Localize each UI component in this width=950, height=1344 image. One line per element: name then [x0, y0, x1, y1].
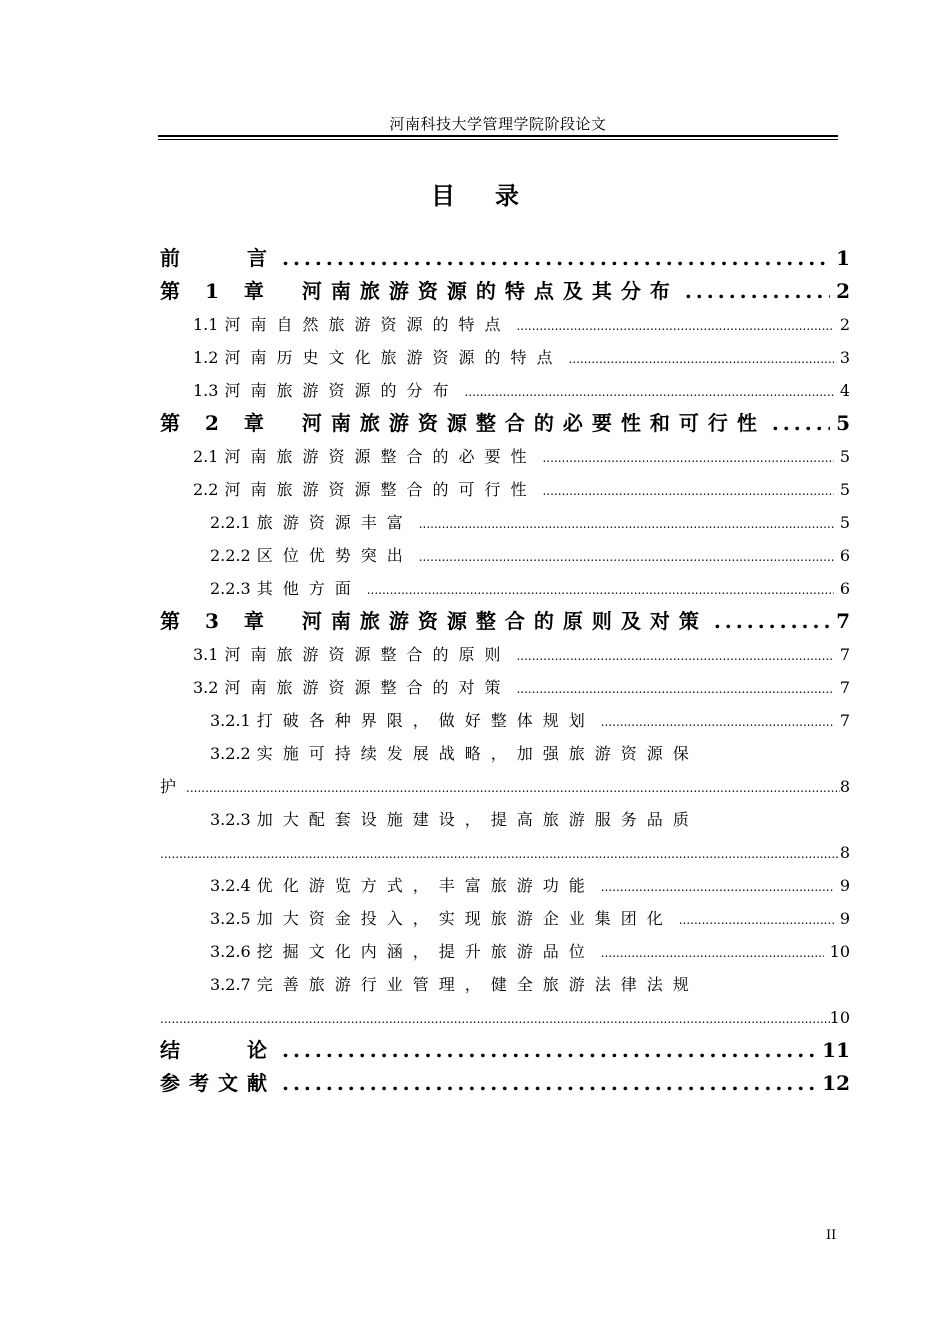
toc-page-number: 10	[829, 942, 850, 961]
toc-page-number: 12	[822, 1071, 850, 1095]
toc-entry-3-2-6[interactable]	[160, 935, 850, 968]
toc-entry-2-1[interactable]	[160, 440, 850, 473]
section-number: 3.2.2	[210, 744, 251, 763]
toc-page-number: 7	[836, 609, 850, 633]
section-number: 2.2.2	[210, 546, 251, 565]
dot-leader	[282, 1067, 816, 1100]
toc-entry-label: 第 3 章 河南旅游资源整合的原则及对策	[160, 609, 708, 633]
toc-entry-chapter-3[interactable]	[160, 605, 850, 638]
dot-leader	[601, 871, 834, 904]
dot-leader	[160, 838, 840, 871]
section-title: 河南旅游资源的分布	[224, 381, 459, 400]
toc-page-number: 2	[839, 315, 850, 334]
section-number: 1.3	[193, 381, 219, 400]
toc-page-number: 9	[839, 909, 850, 928]
toc-entry-3-2[interactable]	[160, 671, 850, 704]
toc-page-number: 11	[822, 1038, 850, 1062]
toc-title	[0, 176, 950, 211]
running-header: 河南科技大学管理学院阶段论文	[389, 115, 607, 133]
toc-entry-3-2-7-continuation[interactable]	[160, 1001, 850, 1034]
section-number: 3.2.6	[210, 942, 251, 961]
toc-entry-3-2-2-continuation[interactable]	[160, 770, 850, 803]
toc-page-number: 10	[829, 1008, 850, 1027]
toc-page-number: 2	[836, 279, 850, 303]
toc-entry-foreword[interactable]	[160, 242, 850, 275]
section-title: 河南旅游资源整合的原则	[224, 645, 511, 664]
toc-entry-2-2-3[interactable]	[160, 572, 850, 605]
section-number: 1.1	[193, 315, 219, 334]
toc-entry-3-2-3[interactable]	[160, 803, 850, 836]
toc-entry-1-2[interactable]	[160, 341, 850, 374]
toc-page-number: 1	[836, 246, 850, 270]
toc-page-number: 5	[839, 513, 850, 532]
section-number: 3.2.1	[210, 711, 251, 730]
dot-leader	[568, 343, 833, 376]
toc-page-number: 7	[839, 678, 850, 697]
dot-leader	[542, 475, 833, 508]
dot-leader	[601, 937, 824, 970]
toc-entry-2-2-1[interactable]	[160, 506, 850, 539]
toc-entry-chapter-2[interactable]	[160, 407, 850, 440]
dot-leader	[772, 407, 830, 440]
toc-page-number: 9	[839, 876, 850, 895]
dot-leader	[516, 640, 833, 673]
dot-leader	[714, 605, 830, 638]
dot-leader	[464, 376, 833, 409]
toc-page-number: 3	[839, 348, 850, 367]
toc-entry-1-3[interactable]	[160, 374, 850, 407]
dot-leader	[419, 508, 834, 541]
dot-leader	[160, 1003, 830, 1036]
section-number: 1.2	[193, 348, 219, 367]
section-title: 区位优势突出	[256, 546, 413, 565]
dot-leader	[516, 673, 833, 706]
section-number: 2.1	[193, 447, 219, 466]
section-number: 2.2	[193, 480, 219, 499]
section-title-continuation: 护	[160, 777, 187, 796]
toc-entry-label: 第 2 章 河南旅游资源整合的必要性和可行性	[160, 411, 766, 435]
section-title: 加大配套设施建设，提高旅游服务品质	[256, 810, 699, 829]
section-title: 旅游资源丰富	[256, 513, 413, 532]
section-title: 河南旅游资源整合的可行性	[224, 480, 537, 499]
section-number: 2.2.1	[210, 513, 251, 532]
toc-title-char-1: 目	[431, 181, 455, 210]
dot-leader	[542, 442, 833, 475]
section-number: 3.2	[193, 678, 219, 697]
header-rule-thin	[158, 139, 838, 140]
section-title: 河南旅游资源整合的必要性	[224, 447, 537, 466]
toc-entry-3-2-3-continuation[interactable]	[160, 836, 850, 869]
toc-page-number: 7	[839, 645, 850, 664]
dot-leader	[516, 310, 833, 343]
section-number: 3.2.7	[210, 975, 251, 994]
table-of-contents	[160, 242, 850, 1100]
dot-leader	[186, 772, 840, 805]
section-number: 3.2.4	[210, 876, 251, 895]
dot-leader	[367, 574, 834, 607]
dot-leader	[679, 904, 834, 937]
toc-page-number: 4	[839, 381, 850, 400]
section-title: 挖掘文化内涵，提升旅游品位	[256, 942, 595, 961]
header-rule-thick	[158, 135, 838, 137]
toc-entry-1-1[interactable]	[160, 308, 850, 341]
toc-entry-references[interactable]	[160, 1067, 850, 1100]
section-title: 河南自然旅游资源的特点	[224, 315, 511, 334]
section-title: 其他方面	[256, 579, 361, 598]
toc-title-char-2: 录	[495, 181, 519, 210]
section-number: 3.2.3	[210, 810, 251, 829]
toc-page-number: 5	[836, 411, 850, 435]
toc-entry-label: 第 1 章 河南旅游资源的特点及其分布	[160, 279, 679, 303]
toc-entry-label: 前 言	[160, 246, 276, 270]
dot-leader	[601, 706, 834, 739]
dot-leader	[419, 541, 834, 574]
toc-entry-label: 结 论	[160, 1038, 276, 1062]
section-title: 河南旅游资源整合的对策	[224, 678, 511, 697]
toc-entry-label: 参考文献	[160, 1071, 276, 1095]
dot-leader	[282, 242, 830, 275]
toc-entry-3-1[interactable]	[160, 638, 850, 671]
toc-entry-2-2-2[interactable]	[160, 539, 850, 572]
section-title: 河南历史文化旅游资源的特点	[224, 348, 563, 367]
section-title: 优化游览方式，丰富旅游功能	[256, 876, 595, 895]
toc-page-number: 5	[839, 447, 850, 466]
toc-entry-3-2-4[interactable]	[160, 869, 850, 902]
toc-page-number: 6	[839, 579, 850, 598]
toc-entry-3-2-1[interactable]	[160, 704, 850, 737]
page-number-footer: II	[826, 1228, 837, 1243]
toc-entry-3-2-2[interactable]	[160, 737, 850, 770]
toc-page-number: 8	[839, 777, 850, 796]
toc-entry-3-2-5[interactable]	[160, 902, 850, 935]
toc-page-number: 5	[839, 480, 850, 499]
section-number: 2.2.3	[210, 579, 251, 598]
toc-entry-conclusion[interactable]	[160, 1034, 850, 1067]
toc-page-number: 6	[839, 546, 850, 565]
toc-entry-3-2-7[interactable]	[160, 968, 850, 1001]
section-title: 实施可持续发展战略，加强旅游资源保	[256, 744, 699, 763]
section-title: 完善旅游行业管理，健全旅游法律法规	[256, 975, 699, 994]
toc-page-number: 8	[839, 843, 850, 862]
toc-entry-chapter-1[interactable]	[160, 275, 850, 308]
section-title: 打破各种界限，做好整体规划	[256, 711, 595, 730]
section-number: 3.1	[193, 645, 219, 664]
toc-entry-2-2[interactable]	[160, 473, 850, 506]
dot-leader	[282, 1034, 816, 1067]
toc-page-number: 7	[839, 711, 850, 730]
section-title: 加大资金投入，实现旅游企业集团化	[256, 909, 673, 928]
dot-leader	[685, 275, 830, 308]
section-number: 3.2.5	[210, 909, 251, 928]
